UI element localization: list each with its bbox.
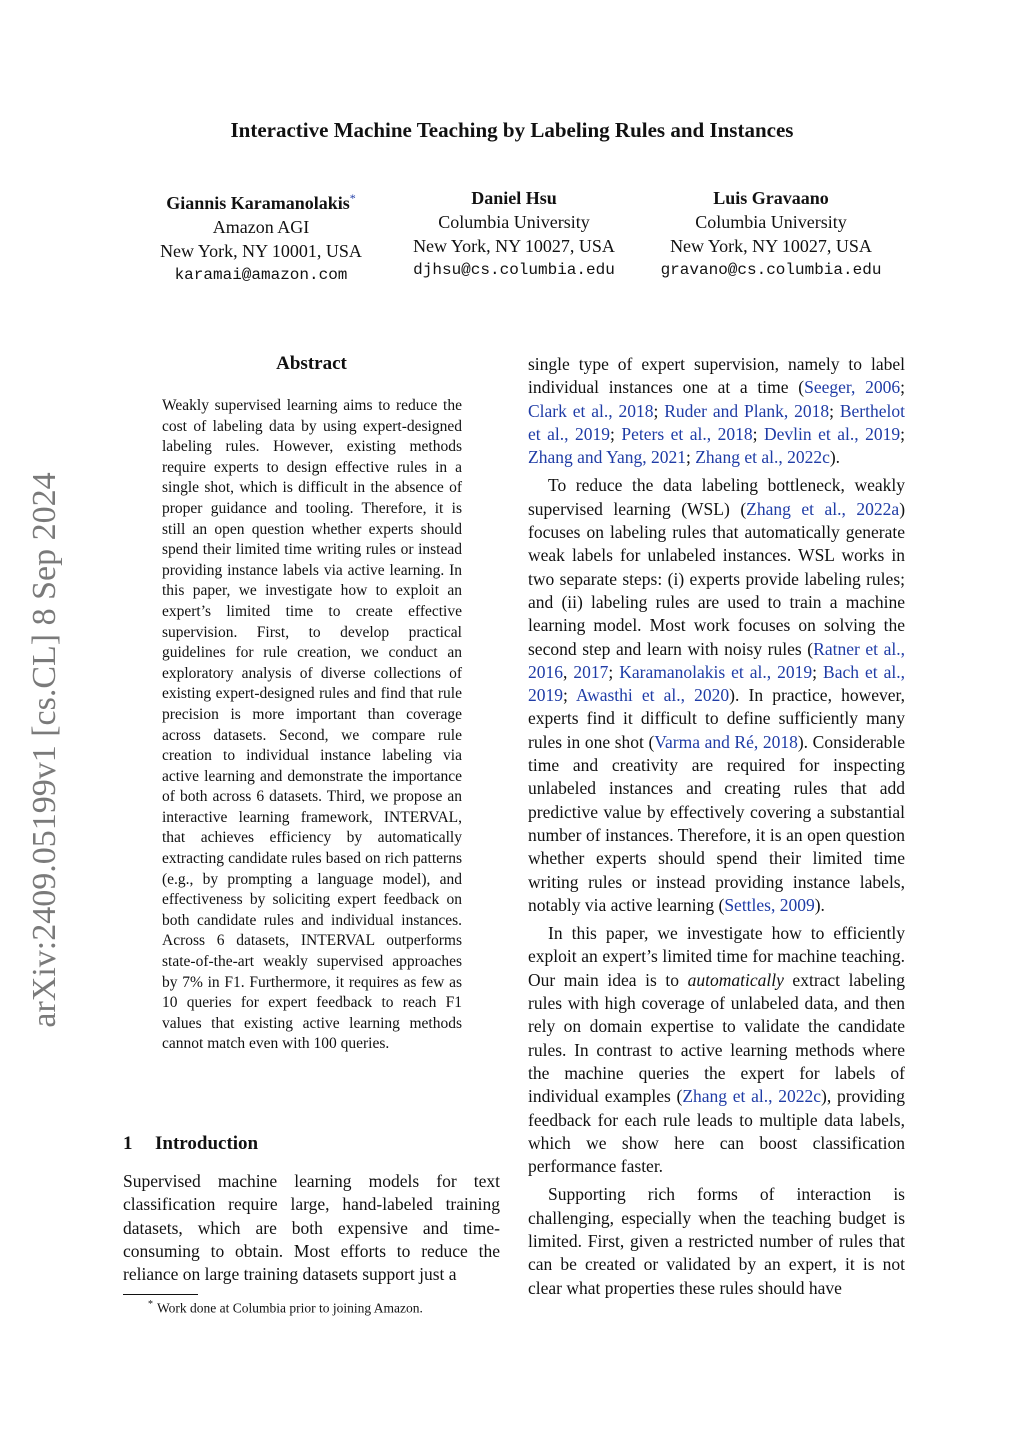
citation-link[interactable]: Clark et al., 2018 [528, 400, 654, 421]
right-column [528, 353, 905, 1305]
citation-link[interactable]: Settles, 2009 [724, 894, 815, 915]
citation-link[interactable]: Zhang et al., 2022c [695, 447, 830, 468]
footnote-mark: * [148, 1299, 153, 1310]
citation-link[interactable]: Devlin et al., 2019 [763, 423, 901, 444]
section-heading [123, 1133, 258, 1155]
author-affiliation: Columbia University [438, 212, 590, 232]
author-affiliation: Amazon AGI [212, 217, 310, 237]
emphasis: automatically [687, 969, 784, 990]
author-block-1 [124, 186, 398, 287]
author-name: Giannis Karamanolakis* [166, 191, 356, 213]
citation-link[interactable]: Ratner et al., 2016 [528, 638, 906, 682]
paragraph: Supporting rich forms of interaction is challenging, especially when the teaching budget is limited. First, given a restricted number of rules that can be created or validated by an expert, it is not clear what properties these rules should have [528, 1184, 905, 1298]
footnote [148, 1299, 500, 1317]
citation-link[interactable]: Zhang et al., 2022c [682, 1086, 822, 1107]
citation-link[interactable]: Berthelot et al., 2019 [528, 400, 905, 444]
section-number: 1 [123, 1133, 133, 1154]
intro-paragraph: Supervised machine learning models for text classification require large, hand-labeled training datasets, which are both expensive and time-consuming to obtain. Most efforts to reduce the reliance on large training datasets support just a [123, 1171, 500, 1285]
author-address: New York, NY 10027, USA [413, 236, 615, 256]
citation-link[interactable]: Karamanolakis et al., 2019 [619, 661, 813, 682]
citation-link[interactable]: Zhang et al., 2022a [746, 498, 900, 519]
citation-link[interactable]: Peters et al., 2018 [621, 423, 753, 444]
citation-link[interactable]: Awasthi et al., 2020 [576, 685, 730, 706]
author-name: Luis Gravaano [713, 188, 829, 208]
citation-link[interactable]: Ruder and Plank, 2018 [664, 400, 830, 421]
paragraph: To reduce the data labeling bottleneck, weakly supervised learning (WSL) (Zhang et al., 2022a) focuses on labeling rules that automatically generate weak labels for unlabeled instances. WSL works in two separate steps: (i) experts provide labeling rules; and (ii) labeling rules are used to train a machine learning model. Most work focuses on solving the second step and learn with noisy rules (Ratner et al., 2016, 2017; Karamanolakis et al., 2019; Bach et al., 2019; Awasthi et al., 2020). In practice, however, experts find it difficult to define sufficiently many rules in one shot (Varma and Ré, 2018). Considerable time and creativity are required for inspecting unlabeled instances and creating rules that add predictive value by effectively covering a substantial number of instances. Therefore, it is an open question whether experts should spend their limited time writing rules or instead providing instance labels, notably via active learning (Settles, 2009). [528, 475, 906, 915]
author-block-3 [636, 186, 906, 282]
author-address: New York, NY 10027, USA [670, 236, 872, 256]
abstract-text: Weakly supervised learning aims to reduce the cost of labeling data by using expert-designed labeling rules. However, existing methods require experts to design effective rules in a single shot, which is difficult in the absence of proper guidance and tooling. Therefore, it is still an open question whether experts should spend their limited time writing rules or instead providing instance labels via active learning. In this paper, we investigate how to exploit an expert’s limited time to create effective supervision. First, to develop practical guidelines for rule creation, we conduct an exploratory analysis of diverse collections of existing expert-designed rules and find that rule precision is more important than coverage across datasets. Second, we compare rule creation to individual instance labeling via active learning and demonstrate the importance of both across 6 datasets. Third, we propose an interactive learning framework, INTERVAL, that achieves efficiency by automatically extracting candidate rules based on rich patterns (e.g., by prompting a language model), and effectiveness by soliciting expert feedback on both candidate rules and individual instances. Across 6 datasets, INTERVAL outperforms state-of-the-art weakly supervised approaches by 7% in F1. Furthermore, it requires as few as 10 queries for expert feedback to reach F1 values that existing active learning methods cannot match even with 100 queries. [162, 397, 462, 1053]
paragraph: single type of expert supervision, namely to label individual instances one at a time (Seeger, 2006; Clark et al., 2018; Ruder and Plank, 2018; Berthelot et al., 2019; Peters et al., 2018; Devlin et al., 2019; Zhang and Yang, 2021; Zhang et al., 2022c). [528, 354, 905, 468]
author-address: New York, NY 10001, USA [160, 241, 362, 261]
footnote-divider [123, 1294, 198, 1295]
paper-title: Interactive Machine Teaching by Labeling Rules and Instances [230, 118, 794, 142]
author-email: karamai@amazon.com [174, 266, 348, 284]
author-affiliation: Columbia University [695, 212, 847, 232]
author-block-2 [394, 186, 634, 282]
author-email: djhsu@cs.columbia.edu [413, 261, 615, 279]
section-title: Introduction [155, 1133, 259, 1154]
author-name: Daniel Hsu [471, 188, 557, 208]
arxiv-identifier: arXiv:2409.05199v1 [cs.CL] 8 Sep 2024 [26, 472, 63, 1028]
citation-link[interactable]: Varma and Ré, 2018 [654, 731, 798, 752]
paragraph: In this paper, we investigate how to efficiently exploit an expert’s limited time for machine teaching. Our main idea is to automatically extract labeling rules with high coverage of unlabeled data, and then rely on domain expertise to validate the candidate rules. In contrast to active learning methods where the machine queries the expert for labels of individual examples (Zhang et al., 2022c), providing feedback for each rule leads to multiple data labels, which we show here can boost classification performance faster. [528, 923, 906, 1177]
citation-link[interactable]: Zhang and Yang, 2021 [528, 447, 686, 468]
citation-link[interactable]: 2017 [573, 661, 609, 682]
footnote-text: Work done at Columbia prior to joining Amazon. [157, 1300, 423, 1316]
abstract-heading: Abstract [276, 353, 347, 374]
citation-link[interactable]: Bach et al., 2019 [528, 661, 905, 706]
author-email: gravano@cs.columbia.edu [660, 261, 882, 279]
author-footnote-mark[interactable]: * [349, 191, 356, 205]
citation-link[interactable]: Seeger, 2006 [804, 377, 901, 398]
